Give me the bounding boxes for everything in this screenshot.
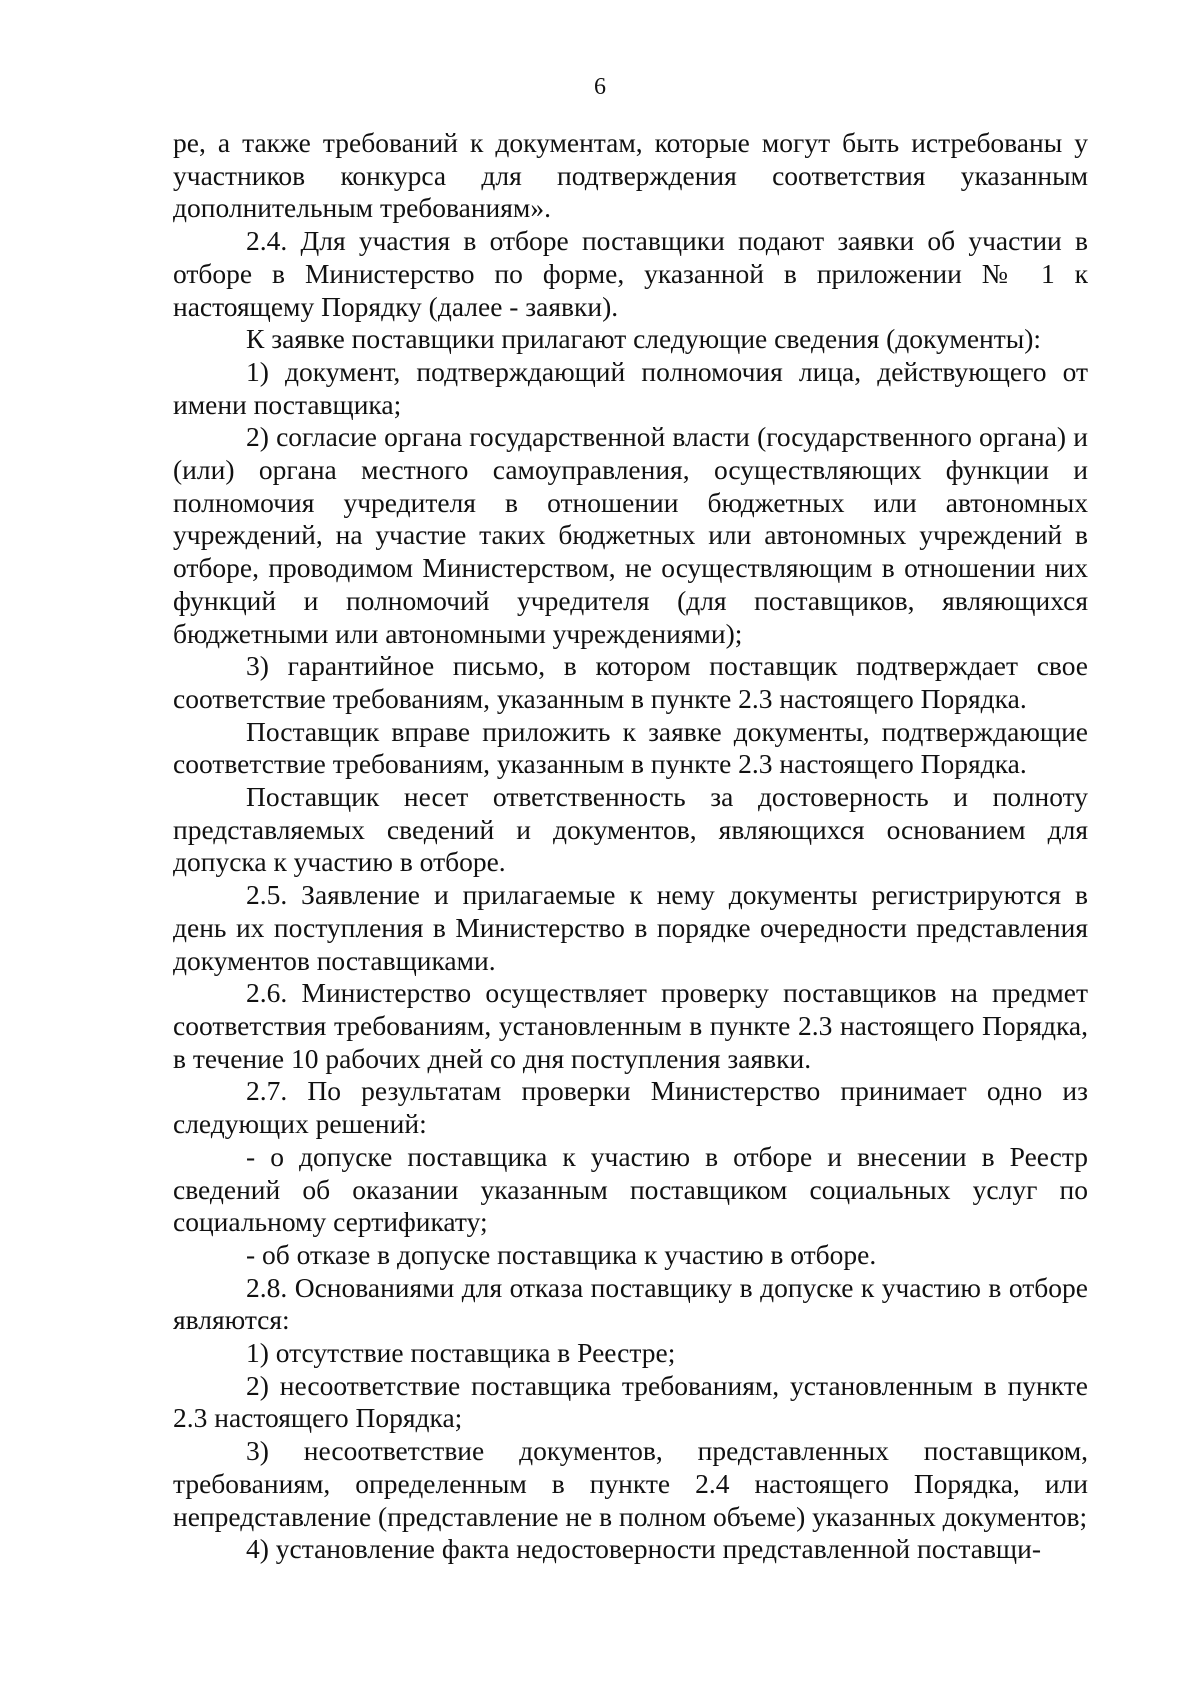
paragraph-6: Поставщик вправе приложить к заявке документы, подтверждающие соответствие требованиям, указанным в пункте 2.3 настоящего Порядка. xyxy=(173,715,1088,780)
paragraph-2: К заявке поставщики прилагают следующие сведения (документы): xyxy=(246,323,1042,355)
paragraph-12: - об отказе в допуске поставщика к участию в отборе. xyxy=(246,1238,877,1270)
paragraph-15: 2) несоответствие поставщика требованиям, установленным в пункте 2.3 настоящего Порядка; xyxy=(173,1369,1088,1434)
paragraph-1: 2.4. Для участия в отборе поставщики подают заявки об участии в отборе в Министерство по форме, указанной в приложении № 1 к настоящему Порядку (далее - заявки). xyxy=(173,225,1088,322)
paragraph-14: 1) отсутствие поставщика в Реестре; xyxy=(246,1337,676,1369)
paragraph-16: 3) несоответствие документов, представленных поставщиком, требованиям, определенным в пункте 2.4 настоящего Порядка, или непредставление (представление не в полном объеме) указанных документов; xyxy=(173,1435,1088,1532)
document-body xyxy=(173,127,1088,1566)
paragraph-5: 3) гарантийное письмо, в котором поставщик подтверждает свое соответствие требованиям, указанным в пункте 2.3 настоящего Порядка. xyxy=(173,650,1088,714)
paragraph-10: 2.7. По результатам проверки Министерство принимает одно из следующих решений: xyxy=(173,1075,1088,1140)
paragraph-7: Поставщик несет ответственность за достоверность и полноту представляемых сведений и документов, являющихся основанием для допуска к участию в отборе. xyxy=(173,781,1088,878)
page-number: 6 xyxy=(594,74,606,100)
paragraph-8: 2.5. Заявление и прилагаемые к нему документы регистрируются в день их поступления в Министерство в порядке очередности представления документов поставщиками. xyxy=(173,879,1088,976)
paragraph-11: - о допуске поставщика к участию в отборе и внесении в Реестр сведений об оказании указанным поставщиком социальных услуг по социальному сертификату; xyxy=(173,1140,1088,1238)
paragraph-9: 2.6. Министерство осуществляет проверку поставщиков на предмет соответствия требованиям, установленным в пункте 2.3 настоящего Порядка, в течение 10 рабочих дней со дня поступления заявки. xyxy=(173,977,1088,1074)
paragraph-0: ре, а также требований к документам, которые могут быть истребованы у участников конкурса для подтверждения соответствия указанным дополнительным требованиям». xyxy=(173,127,1088,224)
paragraph-4: 2) согласие органа государственной власти (государственного органа) и (или) органа местного самоуправления, осуществляющих функции и полномочия учредителя в отношении бюджетных или автономных учреждений, на участие таких бюджетных или автономных учреждений в отборе, проводимом Министерством, не осуществляющим в отношении них функций и полномочий учредителя (для поставщиков, являющихся бюджетными или автономными учреждениями); xyxy=(173,421,1088,649)
paragraph-3: 1) документ, подтверждающий полномочия лица, действующего от имени поставщика; xyxy=(173,355,1088,420)
paragraph-13: 2.8. Основаниями для отказа поставщику в допуске к участию в отборе являются: xyxy=(173,1271,1088,1336)
paragraph-17: 4) установление факта недостоверности представленной поставщи- xyxy=(246,1533,1041,1565)
